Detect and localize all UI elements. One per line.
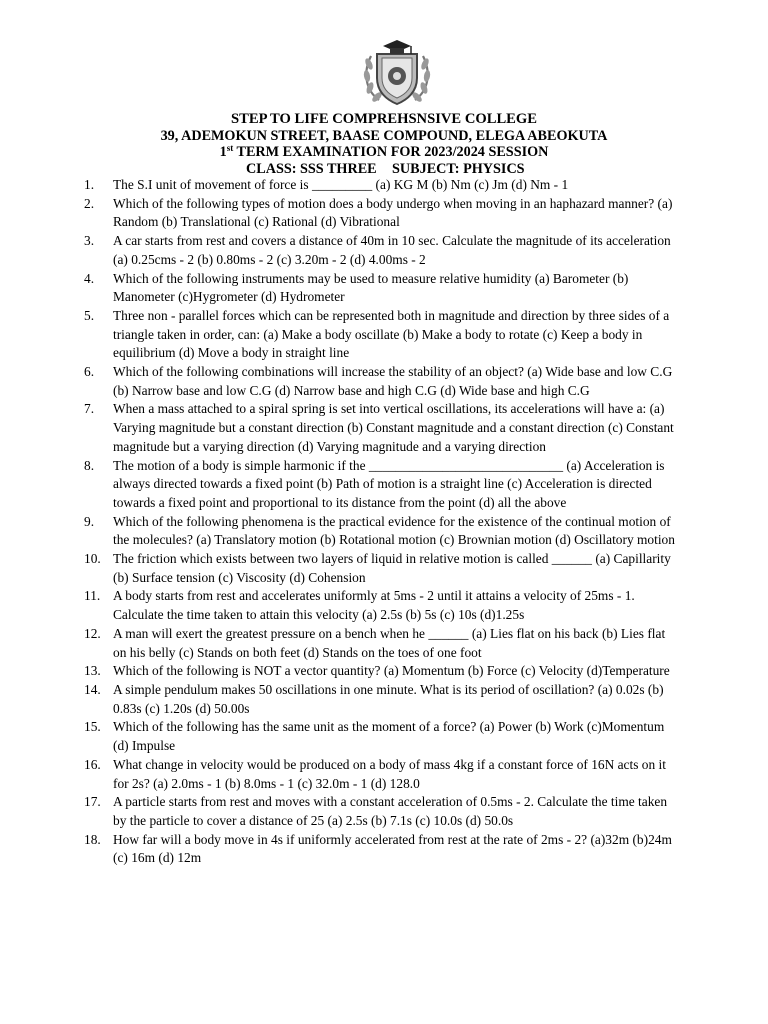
school-name: STEP TO LIFE COMPREHSNSIVE COLLEGE bbox=[230, 111, 537, 127]
question-text: Which of the following combinations will increase the stability of an object? (a) Wide base and low C.G (b) Narrow base and low C.G (d) Narrow base and high C.G (d) Wide base and high C.G bbox=[113, 364, 673, 398]
question-text: A particle starts from rest and moves with a constant acceleration of 0.5ms - 2. Calculate the time taken by the particle to cover a distance of 25 (a) 2.5s (b) 7.1s (c) 10.0s (d) 50.0s bbox=[113, 794, 668, 828]
question-text: How far will a body move in 4s if uniformly accelerated from rest at the rate of 2ms - 2? (a)32m (b)24m (c) 16m (d) 12m bbox=[113, 831, 672, 866]
question-number: 1. bbox=[84, 177, 95, 192]
question-number: 15. bbox=[84, 719, 101, 735]
question-number: 5. bbox=[84, 307, 95, 323]
question-text: A simple pendulum makes 50 oscillations in one minute. What is its period of oscillation? (a) 0.02s (b) 0.83s (c) 1.20s (d) 50.00s bbox=[113, 681, 664, 716]
question-item bbox=[84, 831, 680, 868]
question-item bbox=[84, 793, 680, 830]
question-text: Which of the following is NOT a vector quantity? (a) Momentum (b) Force (c) Velocity (d)Temperature bbox=[113, 663, 670, 679]
question-number: 4. bbox=[84, 270, 95, 286]
question-item bbox=[84, 756, 680, 793]
question-text: What change in velocity would be produced on a body of mass 4kg if a constant force of 16N acts on it for 2s? (a) 2.0ms - 1 (b) 8.0ms - 1 (c) 32.0m - 1 (d) 128.0 bbox=[113, 756, 666, 791]
subject-label: SUBJECT: PHYSICS bbox=[392, 160, 525, 177]
question-number: 17. bbox=[84, 794, 101, 810]
question-number: 16. bbox=[84, 756, 101, 772]
class-subject-line bbox=[0, 161, 768, 178]
question-number: 11. bbox=[84, 588, 101, 604]
question-item bbox=[84, 232, 680, 269]
question-text: A man will exert the greatest pressure on a bench when he ______ (a) Lies flat on his back (b) Lies flat on his belly (c) Stands on both feet (d) Stands on the toes of one foot bbox=[113, 625, 666, 660]
question-item bbox=[84, 681, 680, 718]
question-text: The friction which exists between two layers of liquid in relative motion is called ______ (a) Capillarity (b) Surface tension (c) Viscosity (d) Cohension bbox=[113, 551, 671, 585]
question-item bbox=[84, 176, 680, 195]
question-text: When a mass attached to a spiral spring is set into vertical oscillations, its accelerations will have a: (a) Varying magnitude but a constant direction (b) Constant magnitude and a constant direction (c) Constant magnitude but a varying direction (d) Varying magnitude and a varying direction bbox=[113, 401, 674, 454]
question-item bbox=[84, 625, 680, 662]
question-item bbox=[84, 718, 680, 755]
question-list bbox=[84, 176, 680, 868]
question-number: 2. bbox=[84, 195, 95, 211]
question-number: 8. bbox=[84, 457, 95, 473]
question-item bbox=[84, 662, 680, 681]
question-item bbox=[84, 513, 680, 550]
question-item bbox=[84, 400, 680, 456]
question-text: Three non - parallel forces which can be represented both in magnitude and direction by three sides of a triangle taken in order, can: (a) Make a body oscillate (b) Make a body to rotate (c) Keep a body in equilibrium (d) Move a body in straight line bbox=[113, 307, 670, 361]
question-text: A body starts from rest and accelerates uniformly at 5ms - 2 until it attains a velocity of 25ms - 1. Calculate the time taken to attain this velocity (a) 2.5s (b) 5s (c) 10s (d)1.25s bbox=[113, 588, 635, 623]
question-text: The motion of a body is simple harmonic if the _____________________________ (a) Acceleration is always directed towards a fixed point (b) Path of motion is a straight line (c) Acceleration is directed towards a fixed point and proportional to its distance from the point (d) all the above bbox=[113, 457, 665, 510]
question-number: 18. bbox=[84, 831, 101, 847]
question-item bbox=[84, 195, 680, 232]
term-number: 1 bbox=[219, 144, 227, 160]
question-text: A car starts from rest and covers a distance of 40m in 10 sec. Calculate the magnitude of its acceleration (a) 0.25cms - 2 (b) 0.80ms - 2 (c) 3.20m - 2 (d) 4.00ms - 2 bbox=[113, 233, 671, 267]
school-address: 39, ADEMOKUN STREET, BAASE COMPOUND, ELEGA ABEOKUTA bbox=[160, 127, 608, 144]
question-number: 7. bbox=[84, 401, 95, 417]
exam-header bbox=[0, 111, 768, 177]
question-item bbox=[84, 270, 680, 307]
question-item bbox=[84, 307, 680, 363]
question-text: Which of the following instruments may be used to measure relative humidity (a) Barometer (b) Manometer (c)Hygrometer (d) Hydrometer bbox=[113, 270, 629, 305]
exam-term-title bbox=[0, 144, 768, 161]
question-text: Which of the following phenomena is the practical evidence for the existence of the continual motion of the molecules? (a) Translatory motion (b) Rotational motion (c) Brownian motion (d) Oscillatory motion bbox=[113, 513, 675, 548]
school-crest-icon bbox=[357, 34, 437, 114]
question-item bbox=[84, 550, 680, 587]
question-number: 10. bbox=[84, 551, 101, 567]
question-item bbox=[84, 587, 680, 624]
class-label: CLASS: SSS THREE bbox=[246, 160, 377, 177]
question-item bbox=[84, 363, 680, 400]
question-number: 9. bbox=[84, 513, 95, 529]
term-ordinal: st bbox=[226, 143, 234, 153]
term-rest: TERM EXAMINATION FOR 2023/2024 SESSION bbox=[233, 144, 549, 160]
question-number: 13. bbox=[84, 663, 101, 679]
question-text: Which of the following types of motion does a body undergo when moving in an haphazard manner? (a) Random (b) Translational (c) Rational (d) Vibrational bbox=[113, 195, 673, 230]
question-number: 3. bbox=[84, 233, 95, 249]
question-number: 6. bbox=[84, 364, 95, 380]
question-text: The S.I unit of movement of force is _________ (a) KG M (b) Nm (c) Jm (d) Nm - 1 bbox=[113, 177, 569, 192]
question-number: 12. bbox=[84, 625, 101, 641]
question-text: Which of the following has the same unit as the moment of a force? (a) Power (b) Work (c)Momentum (d) Impulse bbox=[113, 719, 665, 754]
question-item bbox=[84, 457, 680, 513]
question-number: 14. bbox=[84, 681, 101, 697]
